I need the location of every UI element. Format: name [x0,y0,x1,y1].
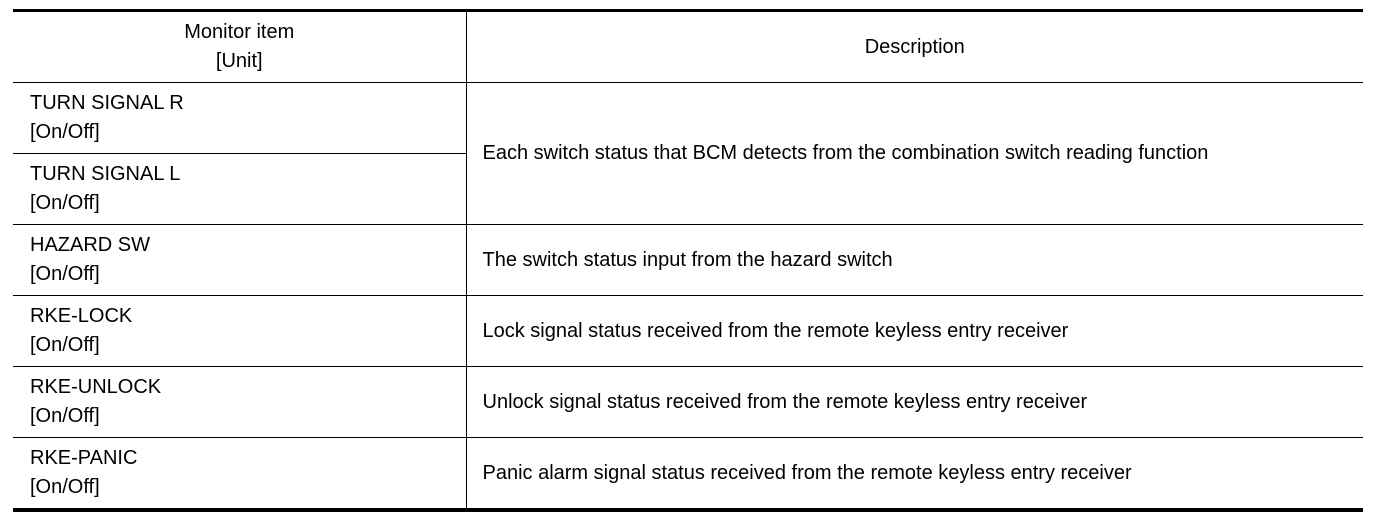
table-row [13,367,1363,438]
monitor-item-name: RKE-UNLOCK [30,376,162,398]
monitor-item-name: TURN SIGNAL R [30,92,184,114]
monitor-item-cell [13,367,466,438]
table-row [13,438,1363,511]
monitor-item-unit: [On/Off] [30,334,100,356]
monitor-item-cell [13,225,466,296]
description-cell [466,83,1363,225]
monitor-item-name: TURN SIGNAL L [30,163,181,185]
monitor-item-name: HAZARD SW [30,234,150,256]
table-row [13,83,1363,154]
table-header [13,11,1363,83]
header-monitor-item [13,11,466,83]
monitor-item-cell [13,154,466,225]
header-description [466,11,1363,83]
description-text: Unlock signal status received from the remote keyless entry receiver [482,390,1088,413]
monitor-item-table [13,9,1363,512]
table-body [13,83,1363,511]
monitor-item-cell [13,83,466,154]
monitor-item-unit: [On/Off] [30,192,100,214]
description-cell [466,367,1363,438]
header-description-label: Description [864,35,965,58]
monitor-item-cell [13,296,466,367]
monitor-item-name: RKE-PANIC [30,447,138,469]
table-row [13,225,1363,296]
description-text: The switch status input from the hazard switch [482,248,893,271]
header-item-label: Monitor item [184,21,295,43]
table-row [13,296,1363,367]
monitor-item-name: RKE-LOCK [30,305,133,327]
monitor-item-unit: [On/Off] [30,405,100,427]
header-row [13,11,1363,83]
monitor-item-unit: [On/Off] [30,121,100,143]
monitor-item-unit: [On/Off] [30,476,100,498]
description-text: Each switch status that BCM detects from the combination switch reading function [482,142,1209,164]
description-cell [466,225,1363,296]
monitor-item-unit: [On/Off] [30,263,100,285]
description-text: Panic alarm signal status received from the remote keyless entry receiver [482,461,1132,484]
description-cell [466,296,1363,367]
monitor-item-cell [13,438,466,511]
description-text: Lock signal status received from the remote keyless entry receiver [482,319,1069,342]
description-cell [466,438,1363,511]
header-unit-label: [Unit] [215,50,263,72]
